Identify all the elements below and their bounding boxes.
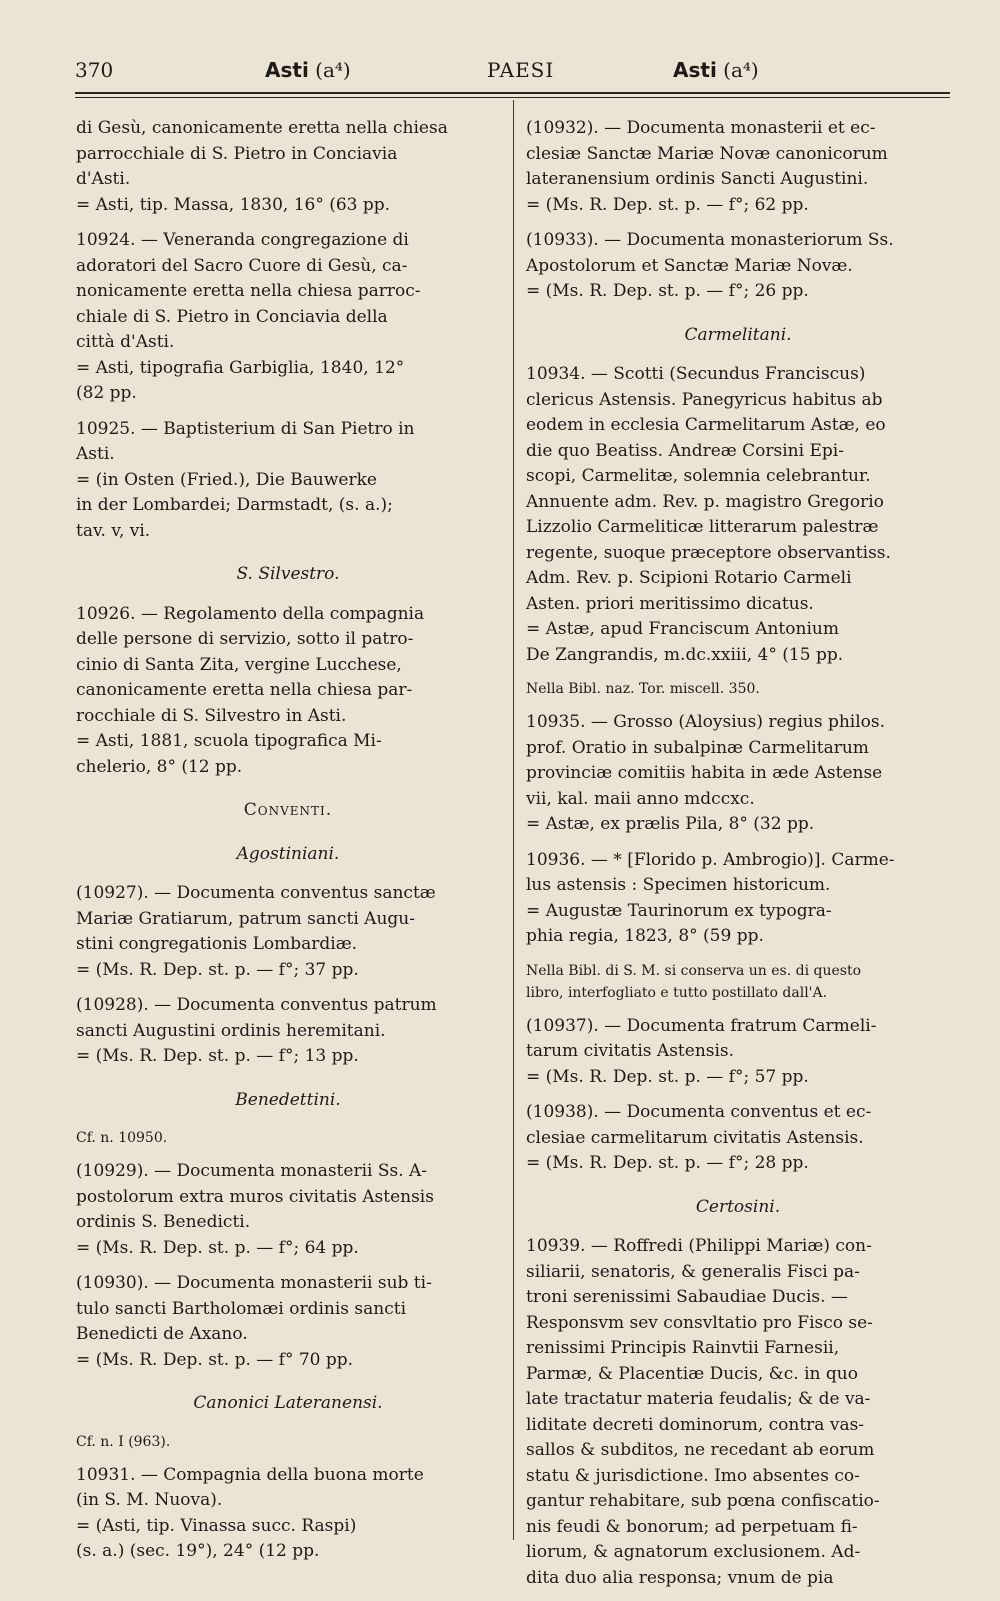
entry-line: renissimi Principis Rainvtii Farnesii, <box>526 1338 840 1358</box>
entry-line: 10924. — Veneranda congregazione di <box>76 230 409 250</box>
entry-line: di Gesù, canonicamente eretta nella chiesa <box>76 118 448 138</box>
entry-line: = (Ms. R. Dep. st. p. — f°; 64 pp. <box>76 1237 359 1258</box>
entry-line: = (Ms. R. Dep. st. p. — f°; 26 pp. <box>526 281 809 301</box>
entry-line: vii, kal. maii anno mdccxc. <box>526 788 755 809</box>
entry-line: prof. Oratio in subalpinæ Carmelitarum <box>526 737 869 758</box>
entry-line: Responsvm sev consvltatio pro Fisco se- <box>526 1312 873 1333</box>
entry-line: die quo Beatiss. Andreæ Corsini Epi- <box>526 440 844 461</box>
entry-line: sallos & subditos, ne recedant ab eorum <box>526 1440 875 1460</box>
entry-line: postolorum extra muros civitatis Astensis <box>76 1186 434 1207</box>
entry-line: adoratori del Sacro Cuore di Gesù, ca- <box>76 255 408 276</box>
section-heading: Agostiniani. <box>236 843 340 864</box>
bibliography-entry <box>76 417 500 545</box>
entry-line: 10935. — Grosso (Aloysius) regius philos. <box>526 712 886 732</box>
entry-line: Apostolorum et Sanctæ Mariæ Novæ. <box>526 255 853 276</box>
entry-line: (82 pp. <box>76 383 137 403</box>
cross-reference-note: Cf. n. I (963). <box>76 1433 171 1450</box>
entry-line: = Astæ, apud Franciscum Antonium <box>526 619 839 639</box>
bibliography-entry <box>76 881 500 983</box>
bibliography-entry <box>76 116 500 218</box>
bibliography-entry <box>526 362 950 668</box>
cross-reference-note <box>526 960 950 1004</box>
entry-line: troni serenissimi Sabaudiae Ducis. — <box>526 1287 848 1307</box>
entry-line: ordinis S. Benedicti. <box>76 1212 251 1232</box>
entry-line: provinciæ comitiis habita in æde Astense <box>526 763 883 783</box>
entry-line: lus astensis : Specimen historicum. <box>526 875 831 895</box>
entry-line: 10925. — Baptisterium di San Pietro in <box>76 418 415 439</box>
entry-line: (10930). — Documenta monasterii sub ti- <box>76 1273 432 1293</box>
bibliography-entry <box>76 602 500 781</box>
entry-line: = (Ms. R. Dep. st. p. — f°; 13 pp. <box>76 1046 359 1066</box>
entry-line: clesiæ Sanctæ Mariæ Novæ canonicorum <box>526 143 888 164</box>
entry-line: nis feudi & bonorum; ad perpetuam fi- <box>526 1516 858 1537</box>
entry-line: Annuente adm. Rev. p. magistro Gregorio <box>526 491 884 512</box>
entry-line: = Astæ, ex prælis Pila, 8° (32 pp. <box>526 814 815 834</box>
section-heading: Carmelitani. <box>684 324 792 345</box>
page-header <box>75 50 950 90</box>
entry-line: 10936. — * [Florido p. Ambrogio)]. Carme- <box>526 849 895 870</box>
bibliography-entry <box>526 1014 950 1091</box>
entry-line: delle persone di servizio, sotto il patro- <box>76 629 414 649</box>
entry-line: 10931. — Compagnia della buona morte <box>76 1464 424 1485</box>
entry-line: 10939. — Roffredi (Philippi Mariæ) con- <box>526 1236 872 1256</box>
entry-line: = (Ms. R. Dep. st. p. — f°; 37 pp. <box>76 959 359 980</box>
entry-line: = Asti, tip. Massa, 1830, 16° (63 pp. <box>76 194 391 215</box>
entry-line: in der Lombardei; Darmstadt, (s. a.); <box>76 495 393 515</box>
note-line: Nella Bibl. di S. M. si conserva un es. di questo <box>526 962 862 979</box>
entry-line: phia regia, 1823, 8° (59 pp. <box>526 926 764 946</box>
entry-line: (10929). — Documenta monasterii Ss. A- <box>76 1161 428 1181</box>
bibliography-entry <box>76 228 500 407</box>
right-title: Asti <box>673 58 717 82</box>
entry-line: d'Asti. <box>76 169 131 189</box>
entry-line: chiale di S. Pietro in Conciavia della <box>76 306 388 327</box>
running-head-left <box>265 58 351 82</box>
section-heading: Canonici Lateranensi. <box>193 1393 383 1413</box>
bibliography-entry <box>76 1159 500 1261</box>
entry-line: rocchiale di S. Silvestro in Asti. <box>76 705 347 726</box>
entry-line: nonicamente eretta nella chiesa parroc- <box>76 281 421 301</box>
section-heading: S. Silvestro. <box>236 564 340 584</box>
entry-line: stini congregationis Lombardiæ. <box>76 934 358 954</box>
entry-line: late tractatur materia feudalis; & de va- <box>526 1389 871 1409</box>
entry-line: 10934. — Scotti (Secundus Franciscus) <box>526 364 866 384</box>
entry-line: = Asti, 1881, scuola tipografica Mi- <box>76 731 382 751</box>
bibliography-entry <box>526 228 950 305</box>
entry-line: clesiae carmelitarum civitatis Astensis. <box>526 1127 864 1148</box>
entry-line: tulo sancti Bartholomæi ordinis sancti <box>76 1298 407 1319</box>
bibliography-entry <box>76 1463 500 1565</box>
entry-line: canonicamente eretta nella chiesa par- <box>76 680 413 700</box>
entry-line: liditate decreti dominorum, contra vas- <box>526 1414 865 1435</box>
header-rule-thin <box>75 97 950 98</box>
cross-reference-note: Nella Bibl. naz. Tor. miscell. 350. <box>526 681 760 697</box>
right-suffix: (a⁴) <box>723 58 759 82</box>
left-suffix: (a⁴) <box>315 58 351 82</box>
entry-line: = (Ms. R. Dep. st. p. — f°; 28 pp. <box>526 1153 809 1173</box>
entry-line: (10932). — Documenta monasterii et ec- <box>526 118 876 138</box>
entry-line: (10928). — Documenta conventus patrum <box>76 995 437 1015</box>
bibliography-entry <box>76 993 500 1070</box>
entry-line: chelerio, 8° (12 pp. <box>76 756 243 777</box>
bibliography-entry <box>526 710 950 838</box>
left-column <box>76 116 500 1575</box>
section-heading: Benedettini. <box>235 1089 341 1110</box>
entry-line: Asti. <box>76 444 115 464</box>
entry-line: scopi, Carmelitæ, solemnia celebrantur. <box>526 466 871 486</box>
entry-line: = Asti, tipografia Garbiglia, 1840, 12° <box>76 357 405 378</box>
entry-line: parrocchiale di S. Pietro in Conciavia <box>76 143 398 164</box>
entry-line: statu & jurisdictione. Imo absentes co- <box>526 1465 860 1486</box>
entry-line: regente, suoque præceptore observantiss. <box>526 542 891 563</box>
left-title: Asti <box>265 58 309 82</box>
bibliography-entry <box>526 1234 950 1591</box>
entry-line: liorum, & agnatorum exclusionem. Ad- <box>526 1542 861 1562</box>
entry-line: = (Asti, tip. Vinassa succ. Raspi) <box>76 1515 357 1536</box>
entry-line: = (in Osten (Fried.), Die Bauwerke <box>76 469 377 490</box>
entry-line: (10933). — Documenta monasteriorum Ss. <box>526 230 894 250</box>
entry-line: (10938). — Documenta conventus et ec- <box>526 1102 872 1122</box>
running-head-right <box>673 58 759 82</box>
bibliography-entry <box>76 1271 500 1373</box>
entry-line: (in S. M. Nuova). <box>76 1490 223 1510</box>
section-heading: Certosini. <box>695 1196 781 1217</box>
entry-line: cinio di Santa Zita, vergine Lucchese, <box>76 654 402 675</box>
entry-line: = (Ms. R. Dep. st. p. — f° 70 pp. <box>76 1349 354 1370</box>
entry-line: siliarii, senatoris, & generalis Fisci pa- <box>526 1261 860 1282</box>
entry-line: Lizzolio Carmeliticæ litterarum palestræ <box>526 517 879 537</box>
entry-line: = Augustæ Taurinorum ex typogra- <box>526 900 832 921</box>
entry-line: sancti Augustini ordinis heremitani. <box>76 1020 386 1041</box>
bibliography-entry <box>526 848 950 950</box>
entry-line: eodem in ecclesia Carmelitarum Astæ, eo <box>526 415 886 435</box>
entry-line: = (Ms. R. Dep. st. p. — f°; 57 pp. <box>526 1066 809 1087</box>
section-heading: Conventi. <box>243 800 333 820</box>
running-head-center: PAESI <box>487 58 555 82</box>
column-divider <box>513 100 514 1540</box>
cross-reference-note: Cf. n. 10950. <box>76 1130 168 1146</box>
entry-line: (10937). — Documenta fratrum Carmeli- <box>526 1015 877 1036</box>
entry-line: Adm. Rev. p. Scipioni Rotario Carmeli <box>526 568 852 588</box>
note-line: libro, interfogliato e tutto postillato dall'A. <box>526 984 828 1001</box>
right-column <box>526 116 950 1601</box>
entry-line: 10926. — Regolamento della compagnia <box>76 603 425 624</box>
bibliography-entry <box>526 116 950 218</box>
entry-line: (10927). — Documenta conventus sanctæ <box>76 883 436 903</box>
entry-line: città d'Asti. <box>76 332 175 352</box>
entry-line: tarum civitatis Astensis. <box>526 1041 735 1061</box>
entry-line: dita duo alia responsa; vnum de pia <box>526 1567 834 1588</box>
bibliography-entry <box>526 1100 950 1177</box>
entry-line: Benedicti de Axano. <box>76 1324 248 1344</box>
entry-line: = (Ms. R. Dep. st. p. — f°; 62 pp. <box>526 194 809 215</box>
entry-line: clericus Astensis. Panegyricus habitus ab <box>526 389 883 410</box>
entry-line: Asten. priori meritissimo dicatus. <box>526 593 814 614</box>
entry-line: (s. a.) (sec. 19°), 24° (12 pp. <box>76 1541 320 1561</box>
entry-line: Parmæ, & Placentiæ Ducis, &c. in quo <box>526 1363 858 1384</box>
entry-line: tav. v, vi. <box>76 520 151 541</box>
header-rule <box>75 92 950 94</box>
entry-line: gantur rehabitare, sub pœna confiscatio- <box>526 1491 880 1511</box>
entry-line: De Zangrandis, m.dc.xxiii, 4° (15 pp. <box>526 644 844 665</box>
entry-line: Mariæ Gratiarum, patrum sancti Augu- <box>76 908 415 929</box>
entry-line: lateranensium ordinis Sancti Augustini. <box>526 169 869 189</box>
page-number: 370 <box>75 58 114 82</box>
